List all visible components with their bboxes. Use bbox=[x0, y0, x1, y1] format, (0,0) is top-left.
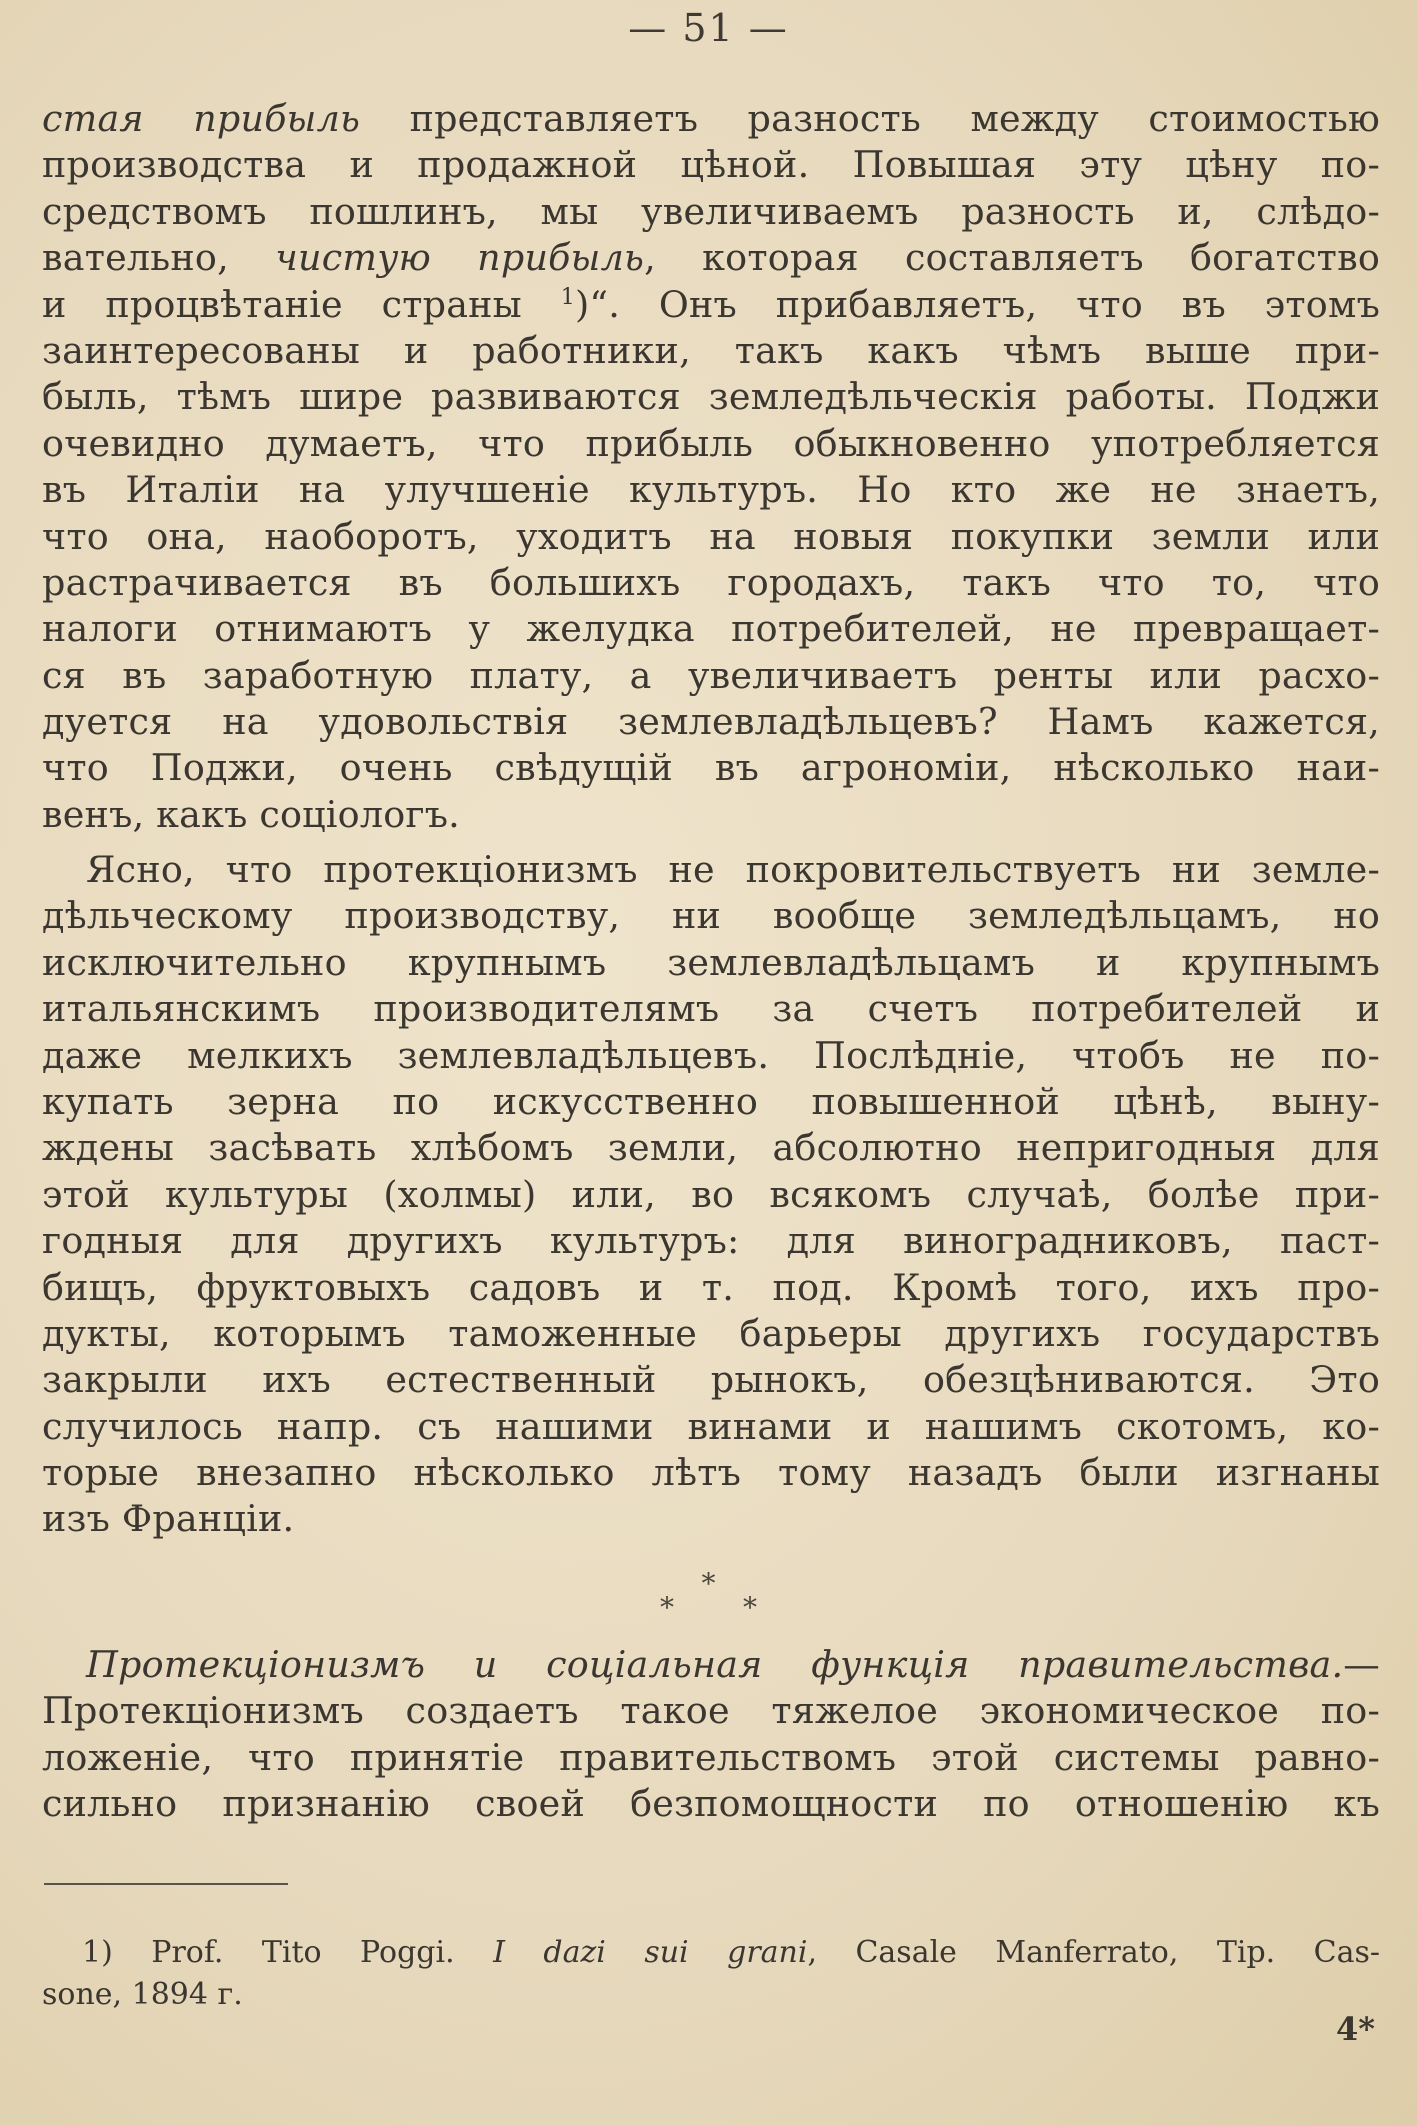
text-line: дуется на удовольствія землевладѣльцевъ? Намъ кажется, bbox=[42, 700, 1380, 744]
text-line: сильно признанію своей безпомощности по отношенію къ bbox=[42, 1782, 1380, 1826]
asterism-stars: * * bbox=[660, 1591, 787, 1624]
paragraph-2 bbox=[42, 847, 1380, 1543]
signature-mark: 4* bbox=[1336, 2010, 1375, 2048]
text-line: что она, наоборотъ, уходитъ на новыя покупки земли или bbox=[42, 514, 1380, 558]
section-title: Протекціонизмъ и соціальная функція правительства. bbox=[86, 1643, 1344, 1686]
text-line: этой культуры (холмы) или, во всякомъ случаѣ, болѣе при- bbox=[42, 1172, 1380, 1216]
text-line: закрыли ихъ естественный рынокъ, обезцѣниваются. Это bbox=[42, 1358, 1380, 1402]
footnote-marker: 1 bbox=[82, 1935, 102, 1970]
text-line: средствомъ пошлинъ, мы увеличиваемъ разность и, слѣдо- bbox=[42, 189, 1380, 233]
text-line: Ясно, что протекціонизмъ не покровительствуетъ ни земле- bbox=[86, 848, 1380, 891]
text-line: даже мелкихъ землевладѣльцевъ. Послѣдніе, чтобъ не по- bbox=[42, 1033, 1380, 1077]
footnote-title: I dazi sui grani bbox=[493, 1935, 808, 1970]
text-line: въ Италіи на улучшеніе культуръ. Но кто же не знаетъ, bbox=[42, 468, 1380, 512]
italic-term: стая прибыль bbox=[42, 97, 361, 140]
text-line: Протекціонизмъ создаетъ такое тяжелое экономическое по- bbox=[42, 1689, 1380, 1733]
text-line: налоги отнимаютъ у желудка потребителей, не превращает- bbox=[42, 607, 1380, 651]
italic-term: чистую прибыль bbox=[275, 236, 645, 280]
text-line: производства и продажной цѣной. Повышая эту цѣну по- bbox=[42, 143, 1380, 187]
text-line: венъ, какъ соціологъ. bbox=[42, 792, 460, 836]
text-line: исключительно крупнымъ землевладѣльцамъ и крупнымъ bbox=[42, 940, 1380, 984]
text-line: купать зерна по искусственно повышенной цѣнѣ, выну- bbox=[42, 1079, 1380, 1123]
footnote-rule bbox=[44, 1883, 288, 1885]
text-line: что Поджи, очень свѣдущій въ агрономіи, нѣсколько наи- bbox=[42, 746, 1380, 790]
footnote-author: Prof. Tito Poggi. bbox=[151, 1935, 494, 1970]
footnote-ref: 1 bbox=[560, 284, 575, 310]
section-heading: Протекціонизмъ и соціальная функція правительства.— bbox=[86, 1643, 1380, 1686]
section-paragraph bbox=[42, 1642, 1380, 1828]
text-line: вательно, чистую прибыль, которая составляетъ богатство bbox=[42, 236, 1380, 280]
text-line: дукты, которымъ таможенные барьеры другихъ государствъ bbox=[42, 1311, 1380, 1355]
footnote-line: 1) Prof. Tito Poggi. I dazi sui grani, Casale Manferrato, Tip. Cas- bbox=[82, 1935, 1381, 1970]
footnote bbox=[42, 1932, 1380, 2016]
text-line: годныя для другихъ культуръ: для виноградниковъ, паст- bbox=[42, 1219, 1380, 1263]
text-line: растрачивается въ большихъ городахъ, такъ что то, что bbox=[42, 560, 1380, 604]
text-line: и процвѣтаніе страны $^1$)“. Онъ прибавляетъ, что въ этомъ bbox=[42, 282, 1380, 326]
text-line: ся въ заработную плату, а увеличиваетъ ренты или расхо- bbox=[42, 653, 1380, 697]
footnote-line: sone, 1894 г. bbox=[42, 1977, 243, 2012]
text-line: заинтересованы и работники, такъ какъ чѣмъ выше при- bbox=[42, 328, 1380, 372]
text-line: ложеніе, что принятіе правительствомъ этой системы равно- bbox=[42, 1735, 1380, 1779]
text-line: очевидно думаетъ, что прибыль обыкновенно употребляется bbox=[42, 421, 1380, 465]
paragraph-1 bbox=[42, 96, 1380, 838]
text-line: итальянскимъ производителямъ за счетъ потребителей и bbox=[42, 987, 1380, 1031]
text-line: стая прибыль представляетъ разность между стоимостью bbox=[42, 97, 1380, 140]
text-line: изъ Франціи. bbox=[42, 1497, 295, 1541]
text-line: дѣльческому производству, ни вообще земледѣльцамъ, но bbox=[42, 894, 1380, 938]
text-line: бищъ, фруктовыхъ садовъ и т. под. Кромѣ того, ихъ про- bbox=[42, 1265, 1380, 1309]
text-line: случилось напр. съ нашими винами и нашимъ скотомъ, ко- bbox=[42, 1404, 1380, 1448]
text-line: ждены засѣвать хлѣбомъ земли, абсолютно непригодныя для bbox=[42, 1126, 1380, 1170]
text-line: торые внезапно нѣсколько лѣтъ тому назадъ были изгнаны bbox=[42, 1451, 1380, 1495]
asterism-star: * bbox=[701, 1567, 716, 1600]
asterism-divider bbox=[0, 1567, 1417, 1624]
text-line: быль, тѣмъ шире развиваются земледѣльческія работы. Поджи bbox=[42, 375, 1380, 419]
page-number: — 51 — bbox=[628, 6, 789, 50]
